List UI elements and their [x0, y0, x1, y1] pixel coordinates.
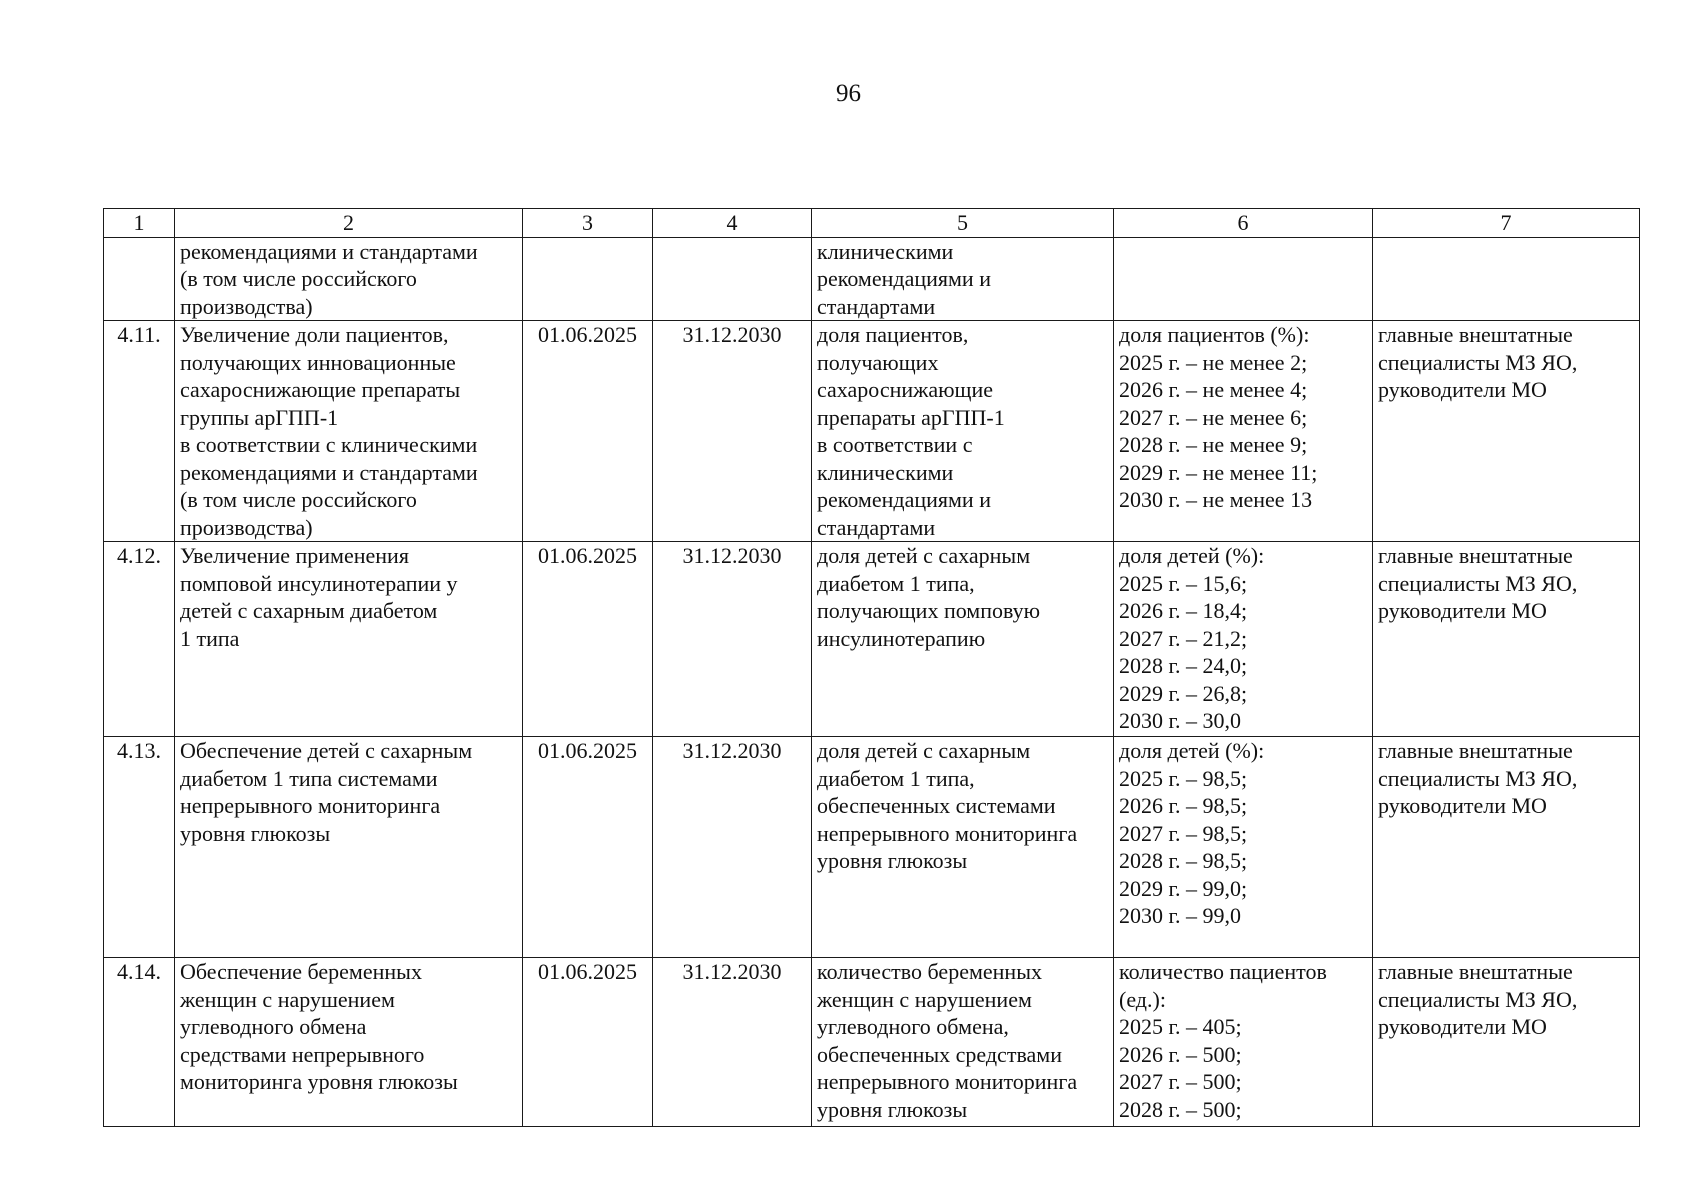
target-values-cell: количество пациентов (ед.): 2025 г. – 405; 2026 г. – 500; 2027 г. – 500; 2028 г. – 500; — [1114, 958, 1373, 1127]
page-number: 96 — [836, 80, 861, 107]
measure-cell: Увеличение применения помповой инсулинотерапии у детей с сахарным диабетом 1 типа — [175, 542, 523, 737]
target-values-cell — [1114, 237, 1373, 321]
target-values-cell: доля детей (%): 2025 г. – 98,5; 2026 г. – 98,5; 2027 г. – 98,5; 2028 г. – 98,5; 2029 г. – 99,0; 2030 г. – 99,0 — [1114, 737, 1373, 958]
measures-table — [103, 208, 1640, 1127]
table-row — [104, 237, 1640, 321]
end-date-cell: 31.12.2030 — [653, 737, 812, 958]
indicator-cell: количество беременных женщин с нарушением углеводного обмена, обеспеченных средствами непрерывного мониторинга уровня глюкозы — [812, 958, 1114, 1127]
table-row — [104, 958, 1640, 1127]
end-date-cell: 31.12.2030 — [653, 958, 812, 1127]
column-header: 6 — [1114, 209, 1373, 238]
start-date-cell: 01.06.2025 — [523, 542, 653, 737]
end-date-cell — [653, 237, 812, 321]
start-date-cell: 01.06.2025 — [523, 321, 653, 542]
row-number-cell: 4.11. — [104, 321, 175, 542]
row-number-cell: 4.14. — [104, 958, 175, 1127]
column-header: 5 — [812, 209, 1114, 238]
table-row — [104, 737, 1640, 958]
table-header-row — [104, 209, 1640, 238]
table-row — [104, 321, 1640, 542]
start-date-cell: 01.06.2025 — [523, 958, 653, 1127]
measure-cell: Обеспечение детей с сахарным диабетом 1 типа системами непрерывного мониторинга уровня глюкозы — [175, 737, 523, 958]
target-values-cell: доля детей (%): 2025 г. – 15,6; 2026 г. – 18,4; 2027 г. – 21,2; 2028 г. – 24,0; 2029 г. – 26,8; 2030 г. – 30,0 — [1114, 542, 1373, 737]
responsible-cell: главные внештатные специалисты МЗ ЯО, руководители МО — [1373, 542, 1640, 737]
end-date-cell: 31.12.2030 — [653, 542, 812, 737]
responsible-cell — [1373, 237, 1640, 321]
column-header: 3 — [523, 209, 653, 238]
row-number-cell — [104, 237, 175, 321]
column-header: 4 — [653, 209, 812, 238]
indicator-cell: доля пациентов, получающих сахароснижающие препараты арГПП-1 в соответствии с клиническими рекомендациями и стандартами — [812, 321, 1114, 542]
measure-cell: Обеспечение беременных женщин с нарушением углеводного обмена средствами непрерывного мониторинга уровня глюкозы — [175, 958, 523, 1127]
indicator-cell: клиническими рекомендациями и стандартами — [812, 237, 1114, 321]
indicator-cell: доля детей с сахарным диабетом 1 типа, обеспеченных системами непрерывного мониторинга уровня глюкозы — [812, 737, 1114, 958]
table-row — [104, 542, 1640, 737]
responsible-cell: главные внештатные специалисты МЗ ЯО, руководители МО — [1373, 737, 1640, 958]
row-number-cell: 4.12. — [104, 542, 175, 737]
column-header: 1 — [104, 209, 175, 238]
measure-cell: Увеличение доли пациентов, получающих инновационные сахароснижающие препараты группы арГПП-1 в соответствии с клиническими рекомендациями и стандартами (в том числе российского производства) — [175, 321, 523, 542]
responsible-cell: главные внештатные специалисты МЗ ЯО, руководители МО — [1373, 958, 1640, 1127]
measure-cell: рекомендациями и стандартами (в том числе российского производства) — [175, 237, 523, 321]
target-values-cell: доля пациентов (%): 2025 г. – не менее 2; 2026 г. – не менее 4; 2027 г. – не менее 6; 2028 г. – не менее 9; 2029 г. – не менее 11; 2030 г. – не менее 13 — [1114, 321, 1373, 542]
start-date-cell — [523, 237, 653, 321]
start-date-cell: 01.06.2025 — [523, 737, 653, 958]
column-header: 2 — [175, 209, 523, 238]
row-number-cell: 4.13. — [104, 737, 175, 958]
end-date-cell: 31.12.2030 — [653, 321, 812, 542]
responsible-cell: главные внештатные специалисты МЗ ЯО, руководители МО — [1373, 321, 1640, 542]
indicator-cell: доля детей с сахарным диабетом 1 типа, получающих помповую инсулинотерапию — [812, 542, 1114, 737]
column-header: 7 — [1373, 209, 1640, 238]
